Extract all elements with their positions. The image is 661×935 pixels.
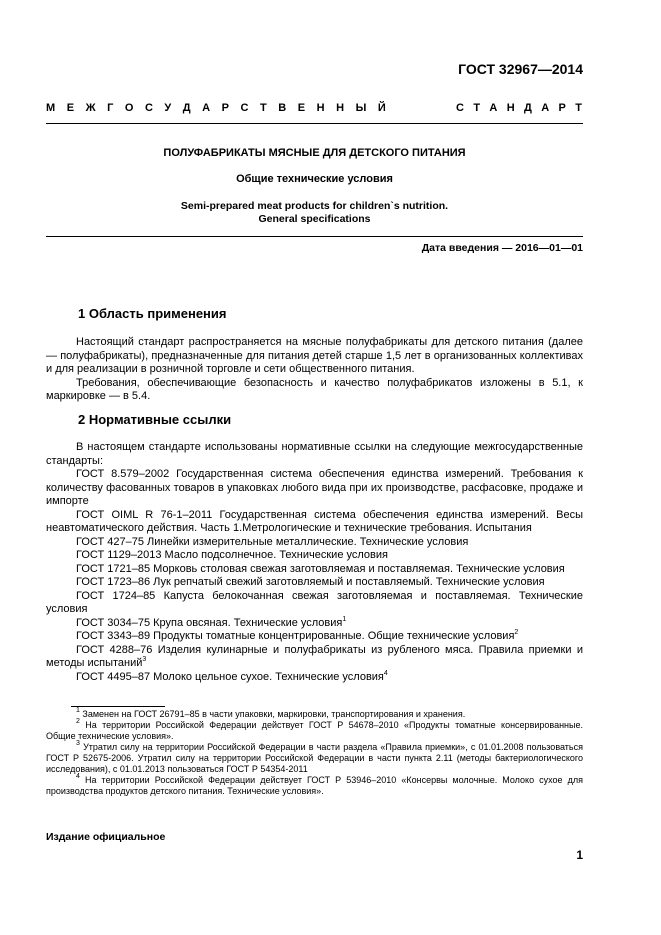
banner-letter: Ы: [355, 102, 367, 114]
banner-letter: Р: [221, 102, 229, 114]
banner-word-interstate: [46, 102, 386, 114]
banner-word-standard: [456, 102, 582, 114]
footnote-text: Утратил силу на территории Российской Федерации в части раздела «Правила приемки», с 01.01.2008 пользоваться ГОСТ Р 52675-2006. Утратил силу на территории Российской Федерации в части пункта 2.11 (методы бактериологического исследования), с 01.01.2013 пользоваться ГОСТ Р 54354-2011: [46, 742, 583, 774]
reference-text: ГОСТ 1721–85 Морковь столовая свежая заготовляемая и поставляемая. Технические условия: [76, 562, 565, 575]
introduction-date: Дата введения — 2016—01—01: [421, 242, 583, 254]
section-1-paragraph-2: Требования, обеспечивающие безопасность и качество полуфабрикатов изложены в 5.1, к маркировке — в 5.4.: [46, 376, 583, 402]
section-2-intro-text: В настоящем стандарте использованы нормативные ссылки на следующие межгосударственные стандарты:: [46, 441, 583, 467]
reference-item: [46, 617, 583, 631]
footnotes: [46, 709, 583, 797]
english-title: [46, 200, 583, 226]
banner-letter: Г: [107, 102, 114, 114]
footnote-text: На территории Российской Федерации действует ГОСТ Р 54678–2010 «Продукты томатные консервированные. Общие технические условия».: [46, 720, 583, 741]
banner-letter: В: [278, 102, 287, 114]
interstate-standard-banner: [46, 102, 582, 114]
banner-letter: Д: [524, 102, 532, 114]
footnote-number: 1: [76, 707, 80, 714]
document-title: ПОЛУФАБРИКАТЫ МЯСНЫЕ ДЛЯ ДЕТСКОГО ПИТАНИЯ: [163, 147, 466, 159]
reference-text: ГОСТ 427–75 Линейки измерительные металлические. Технические условия: [76, 535, 469, 548]
reference-text: ГОСТ 3034–75 Крупа овсяная. Технические условия: [76, 616, 343, 629]
reference-item: [46, 590, 583, 617]
banner-letter: С: [456, 102, 464, 114]
footnote-divider: [71, 706, 165, 707]
section-1-body: [46, 336, 583, 404]
banner-letter: С: [144, 102, 153, 114]
banner-letter: Д: [182, 102, 191, 114]
footnote-marker: 1: [342, 615, 347, 623]
english-title-line2: General specifications: [258, 213, 371, 225]
reference-item: [46, 549, 583, 563]
footnote-item: [46, 720, 583, 742]
banner-letter: Й: [377, 102, 386, 114]
banner-letter: Ж: [85, 102, 96, 114]
reference-text: ГОСТ OIML R 76-1–2011 Государственная система обеспечения единства измерений. Весы неавтоматического действия. Часть 1.Метрологические и технические требования. Испытания: [46, 508, 583, 534]
banner-letter: Т: [260, 102, 267, 114]
reference-text: ГОСТ 1723–86 Лук репчатый свежий заготовляемый и поставляемый. Технические условия: [76, 576, 545, 588]
reference-item: [46, 536, 583, 550]
footnote-number: 2: [76, 718, 80, 725]
reference-text: ГОСТ 3343–89 Продукты томатные концентрированные. Общие технические условия: [76, 630, 515, 642]
footnote-marker: 3: [142, 656, 147, 663]
reference-item: [46, 563, 583, 577]
reference-item: [46, 576, 583, 590]
banner-letter: О: [124, 102, 134, 114]
reference-text: ГОСТ 1724–85 Капуста белокочанная свежая заготовляемая и поставляемая. Технические условия: [46, 589, 583, 615]
reference-item: [46, 671, 583, 685]
reference-text: ГОСТ 1129–2013 Масло подсолнечное. Технические условия: [76, 549, 388, 561]
footnote-item: [46, 709, 583, 720]
footnote-item: [46, 742, 583, 775]
banner-letter: М: [46, 102, 56, 114]
banner-letter: А: [541, 102, 550, 114]
edition-label: Издание официальное: [46, 831, 166, 843]
footnote-text: Заменен на ГОСТ 26791–85 в части упаковки, маркировки, транспортирования и хранения.: [82, 709, 466, 719]
footnote-marker: 4: [383, 669, 388, 677]
banner-letter: Н: [336, 102, 345, 114]
reference-text: ГОСТ 4495–87 Молоко цельное сухое. Технические условия: [76, 670, 384, 683]
footnote-number: 3: [76, 740, 80, 747]
footnote-text: На территории Российской Федерации действует ГОСТ Р 53946–2010 «Консервы молочные. Молоко сухое для производства продуктов детского питания. Технические условия».: [46, 775, 583, 796]
page-number: 1: [576, 848, 583, 862]
date-divider: [46, 236, 583, 237]
banner-letter: У: [164, 102, 172, 114]
banner-letter: Т: [473, 102, 481, 114]
banner-letter: А: [489, 102, 498, 114]
banner-letter: Р: [558, 102, 566, 114]
reference-item: [46, 509, 583, 536]
reference-item: [46, 468, 583, 509]
footnote-number: 4: [76, 773, 80, 780]
section-1-paragraph-1: Настоящий стандарт распространяется на мясные полуфабрикаты для детского питания (далее — полуфабрикаты), предназначенные для питания детей старше 1,5 лет в организованных коллективах и для реализации в розничной торговле и сети общественного питания.: [46, 336, 583, 375]
banner-letter: Н: [506, 102, 515, 114]
normative-references-list: [46, 468, 583, 684]
document-subtitle: Общие технические условия: [236, 173, 393, 185]
banner-letter: С: [240, 102, 249, 114]
section-2-heading: 2 Нормативные ссылки: [78, 412, 232, 427]
reference-item: [46, 630, 583, 644]
banner-letter: Н: [316, 102, 325, 114]
reference-text: ГОСТ 8.579–2002 Государственная система обеспечения единства измерений. Требования к количеству фасованных товаров в упаковках любого вида при их производстве, расфасовке, продаже и импорте: [46, 468, 583, 507]
reference-item: [46, 644, 583, 671]
footnote-item: [46, 775, 583, 797]
section-2-intro: [46, 441, 583, 468]
banner-letter: Е: [66, 102, 75, 114]
document-code: ГОСТ 32967—2014: [458, 61, 583, 77]
banner-letter: А: [202, 102, 211, 114]
section-1-heading: 1 Область применения: [78, 306, 227, 321]
banner-letter: Т: [575, 102, 582, 114]
footnote-marker: 2: [514, 629, 519, 636]
english-title-line1: Semi-prepared meat products for children`s nutrition.: [180, 200, 449, 212]
banner-letter: Е: [297, 102, 306, 114]
header-divider: [46, 123, 583, 124]
reference-text: ГОСТ 4288–76 Изделия кулинарные и полуфабрикаты из рубленого мяса. Правила приемки и методы испытаний: [46, 643, 583, 669]
